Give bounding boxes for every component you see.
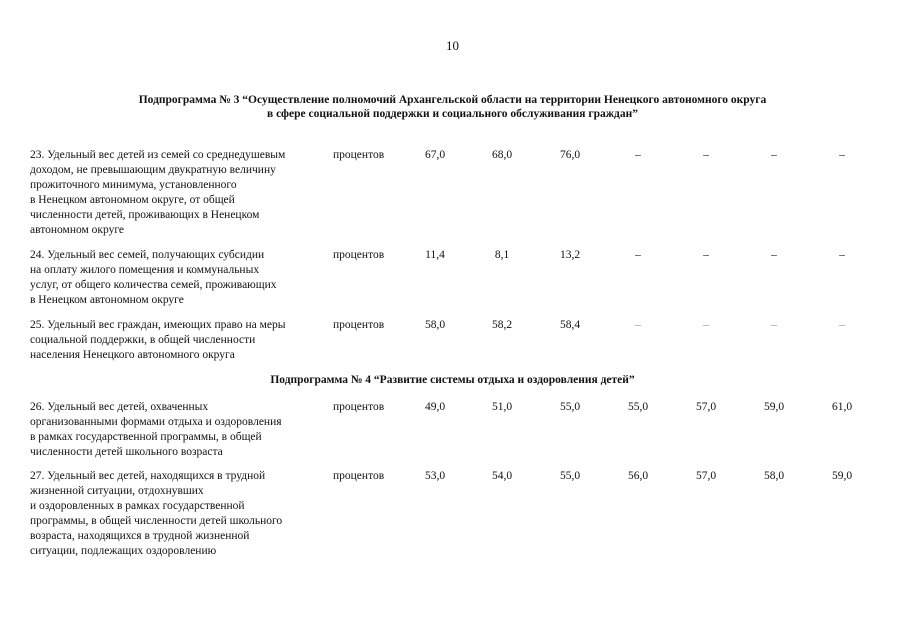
row-value: 55,0 [627, 401, 649, 413]
row-value: – [839, 319, 845, 331]
row-value: 58,4 [559, 319, 581, 331]
row-value: 55,0 [559, 401, 581, 413]
row-value: 49,0 [424, 401, 446, 413]
row-unit: процентов [333, 401, 385, 413]
row-description: 26. Удельный вес детей, охваченных организованными формами отдыха и оздоровления в рамках государственной программы, в общей численности детей школьного возраста [30, 401, 282, 458]
row-value: – [703, 249, 709, 261]
row-value: 57,0 [695, 470, 717, 482]
row-unit: процентов [333, 249, 385, 261]
row-value: – [771, 249, 777, 261]
row-value: – [703, 149, 709, 161]
row-description: 24. Удельный вес семей, получающих субсидии на оплату жилого помещения и коммунальных услуг, от общего количества семей, проживающих в Ненецком автономном округе [30, 249, 277, 306]
row-value: 59,0 [763, 401, 785, 413]
row-value: 8,1 [494, 249, 510, 261]
row-value: 68,0 [491, 149, 513, 161]
row-value: 61,0 [831, 401, 853, 413]
subprogram-3-title-line-2: в сфере социальной поддержки и социального обслуживания граждан” [267, 108, 638, 120]
row-value: – [635, 249, 641, 261]
subprogram-4-heading: Подпрограмма № 4 “Развитие системы отдыха и оздоровления детей” [270, 374, 635, 386]
row-value: 11,4 [425, 249, 445, 261]
row-value: 57,0 [695, 401, 717, 413]
row-unit: процентов [333, 470, 385, 482]
row-value: 59,0 [831, 470, 853, 482]
row-value: 58,2 [491, 319, 513, 331]
row-description: 23. Удельный вес детей из семей со среднедушевым доходом, не превышающим двукратную величину прожиточного минимума, установленного в Ненецком автономном округе, от общей численности детей, проживающих в Ненецком автономном округе [30, 149, 286, 236]
row-description: 25. Удельный вес граждан, имеющих право на меры социальной поддержки, в общей численности населения Ненецкого автономного округа [30, 319, 286, 361]
row-value: – [635, 319, 641, 331]
row-value: – [771, 319, 777, 331]
row-value: 76,0 [559, 149, 581, 161]
page-number: 10 [446, 38, 459, 53]
subprogram-3-heading [40, 93, 865, 121]
row-value: 56,0 [627, 470, 649, 482]
row-value: 58,0 [424, 319, 446, 331]
row-value: – [839, 249, 845, 261]
row-unit: процентов [333, 319, 385, 331]
row-value: – [703, 319, 709, 331]
row-unit: процентов [333, 149, 385, 161]
row-value: 53,0 [424, 470, 446, 482]
row-description: 27. Удельный вес детей, находящихся в трудной жизненной ситуации, отдохнувших и оздоровленных в рамках государственной программы, в общей численности детей школьного возраста, находящихся в трудной жизненной ситуации, подлежащих оздоровлению [30, 470, 283, 557]
row-value: 58,0 [763, 470, 785, 482]
row-value: – [839, 149, 845, 161]
row-value: 51,0 [491, 401, 513, 413]
row-value: 13,2 [559, 249, 581, 261]
subprogram-3-title-line-1: Подпрограмма № 3 “Осуществление полномочий Архангельской области на территории Ненецкого автономного округа [138, 94, 767, 106]
row-value: 55,0 [559, 470, 581, 482]
row-value: – [771, 149, 777, 161]
row-value: 67,0 [424, 149, 446, 161]
row-value: 54,0 [491, 470, 513, 482]
row-value: – [635, 149, 641, 161]
